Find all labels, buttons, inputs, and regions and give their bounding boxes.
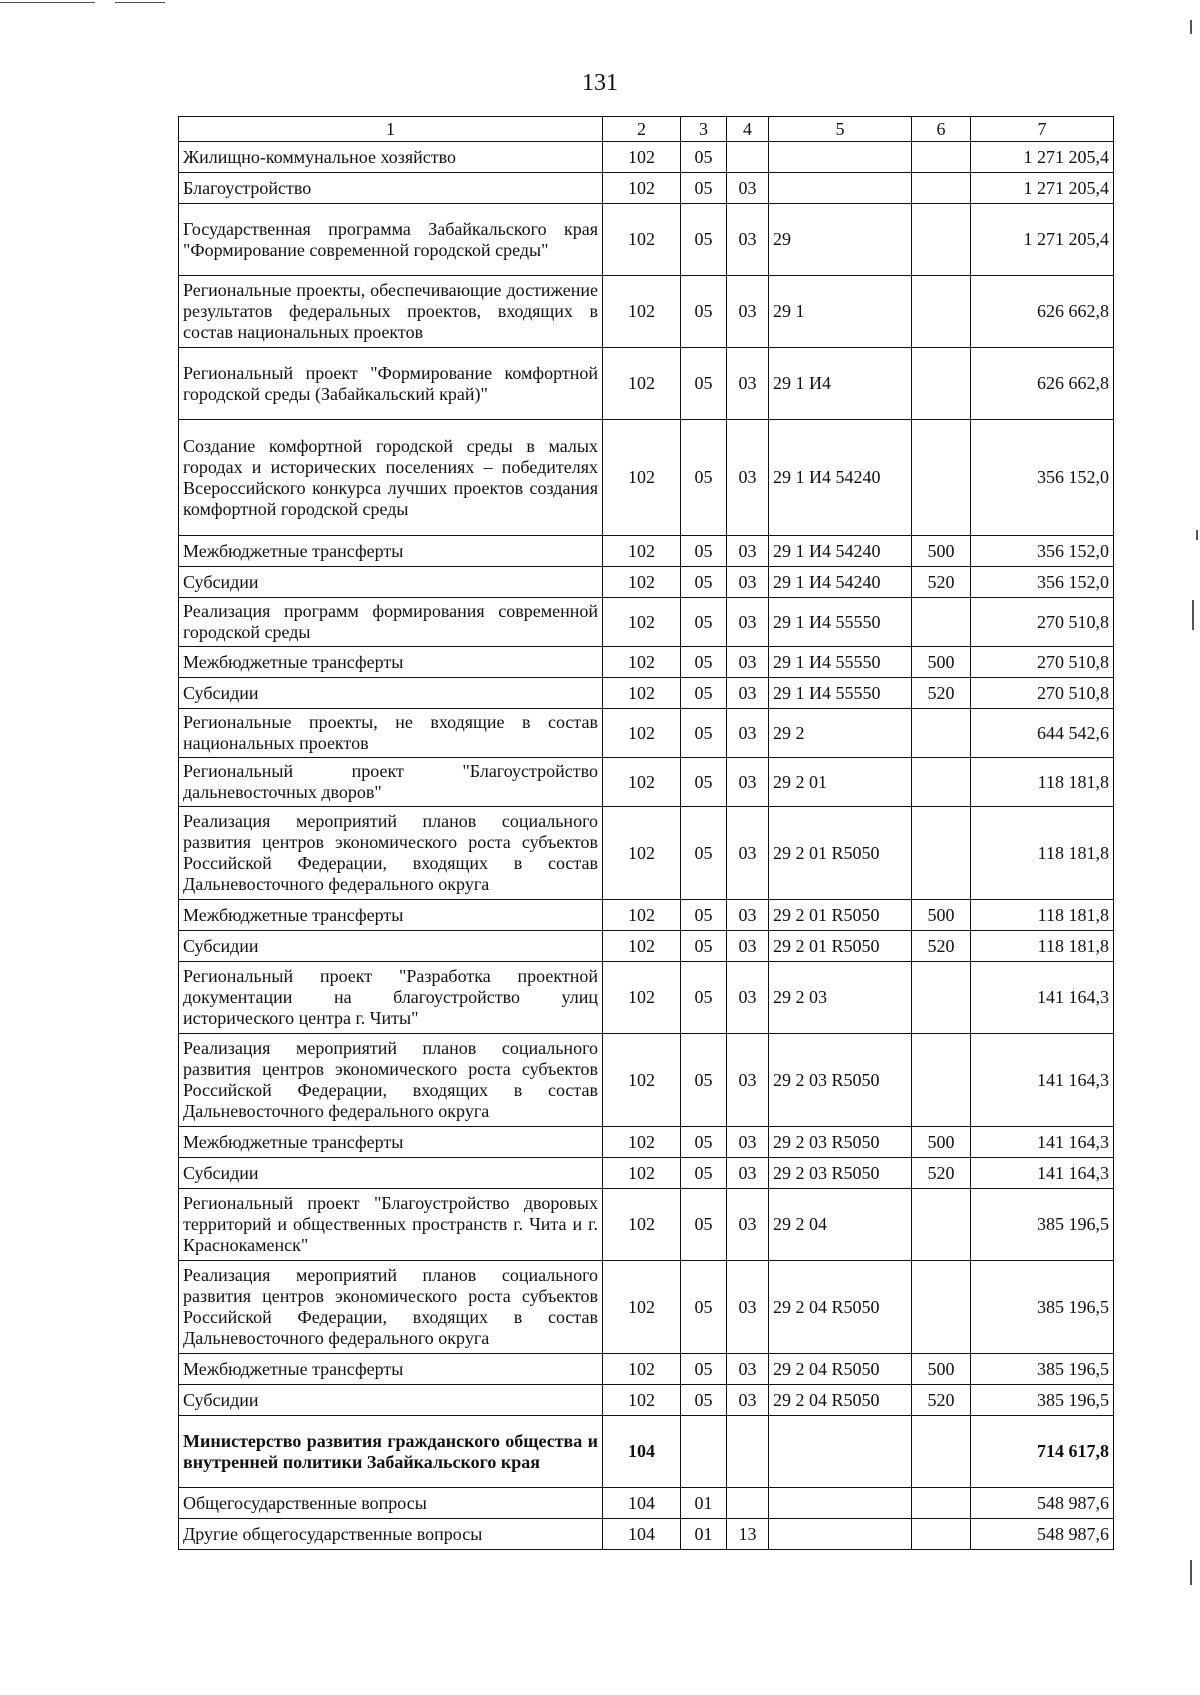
header-col-2: 2	[603, 117, 681, 142]
row-code-subchapter-cell: 03	[727, 204, 769, 276]
row-code-subchapter-cell: 03	[727, 1034, 769, 1127]
row-name-cell: Региональный проект "Благоустройство дальневосточных дворов"	[179, 758, 603, 807]
scan-artifact-mark	[1192, 600, 1194, 630]
row-amount-cell: 141 164,3	[971, 1034, 1114, 1127]
row-expense-type-cell	[912, 276, 971, 348]
row-target-article-cell: 29 1 И4	[769, 348, 912, 420]
row-code-subchapter-cell	[727, 1488, 769, 1519]
row-expense-type-cell	[912, 598, 971, 647]
table-row	[179, 1158, 1114, 1189]
row-code-section-cell: 102	[603, 598, 681, 647]
row-name-cell: Субсидии	[179, 678, 603, 709]
row-name-cell: Региональный проект "Разработка проектной документации на благоустройство улиц исторического центра г. Читы"	[179, 962, 603, 1034]
row-target-article-cell	[769, 1488, 912, 1519]
row-target-article-cell: 29 2 03 R5050	[769, 1127, 912, 1158]
row-code-section-cell: 102	[603, 709, 681, 758]
row-code-subchapter-cell: 03	[727, 567, 769, 598]
row-code-section-cell: 104	[603, 1488, 681, 1519]
row-amount-cell: 548 987,6	[971, 1488, 1114, 1519]
row-amount-cell: 548 987,6	[971, 1519, 1114, 1550]
row-code-subchapter-cell: 13	[727, 1519, 769, 1550]
table-row	[179, 1385, 1114, 1416]
row-amount-cell: 385 196,5	[971, 1354, 1114, 1385]
row-code-section-cell: 102	[603, 931, 681, 962]
row-code-chapter-cell: 05	[681, 567, 727, 598]
table-row	[179, 931, 1114, 962]
row-amount-cell: 714 617,8	[971, 1416, 1114, 1488]
row-code-section-cell: 102	[603, 678, 681, 709]
row-expense-type-cell: 500	[912, 900, 971, 931]
row-name-cell: Общегосударственные вопросы	[179, 1488, 603, 1519]
row-code-subchapter-cell: 03	[727, 962, 769, 1034]
row-code-chapter-cell: 05	[681, 598, 727, 647]
row-target-article-cell: 29 1 И4 54240	[769, 420, 912, 536]
row-target-article-cell: 29 1 И4 55550	[769, 647, 912, 678]
row-code-section-cell: 102	[603, 1158, 681, 1189]
row-code-chapter-cell: 01	[681, 1488, 727, 1519]
row-expense-type-cell: 520	[912, 1385, 971, 1416]
row-amount-cell: 385 196,5	[971, 1385, 1114, 1416]
row-expense-type-cell	[912, 204, 971, 276]
row-name-cell: Региональные проекты, обеспечивающие достижение результатов федеральных проектов, входящих в состав национальных проектов	[179, 276, 603, 348]
row-code-chapter-cell: 05	[681, 204, 727, 276]
row-expense-type-cell	[912, 348, 971, 420]
row-code-chapter-cell: 05	[681, 647, 727, 678]
table-row	[179, 1354, 1114, 1385]
row-code-subchapter-cell: 03	[727, 647, 769, 678]
row-code-subchapter-cell: 03	[727, 807, 769, 900]
row-code-section-cell: 102	[603, 1261, 681, 1354]
row-code-chapter-cell: 05	[681, 931, 727, 962]
row-code-section-cell: 102	[603, 204, 681, 276]
table-header-row	[179, 117, 1114, 142]
table-row	[179, 567, 1114, 598]
row-code-section-cell: 102	[603, 962, 681, 1034]
header-col-4: 4	[727, 117, 769, 142]
table-row	[179, 204, 1114, 276]
table-row	[179, 1034, 1114, 1127]
row-code-chapter-cell: 05	[681, 1354, 727, 1385]
row-expense-type-cell: 520	[912, 931, 971, 962]
row-code-subchapter-cell: 03	[727, 348, 769, 420]
row-expense-type-cell: 520	[912, 567, 971, 598]
row-code-chapter-cell: 05	[681, 900, 727, 931]
row-amount-cell: 141 164,3	[971, 1127, 1114, 1158]
table-row	[179, 900, 1114, 931]
table-row	[179, 598, 1114, 647]
row-target-article-cell: 29 1 И4 54240	[769, 536, 912, 567]
row-code-section-cell: 102	[603, 807, 681, 900]
row-target-article-cell: 29 2 04 R5050	[769, 1354, 912, 1385]
row-code-section-cell: 102	[603, 173, 681, 204]
table-row	[179, 173, 1114, 204]
row-code-section-cell: 102	[603, 348, 681, 420]
row-name-cell: Субсидии	[179, 931, 603, 962]
row-name-cell: Реализация программ формирования современной городской среды	[179, 598, 603, 647]
row-code-chapter-cell: 05	[681, 678, 727, 709]
row-code-subchapter-cell: 03	[727, 276, 769, 348]
row-code-chapter-cell: 05	[681, 276, 727, 348]
row-code-chapter-cell: 05	[681, 807, 727, 900]
row-code-section-cell: 102	[603, 758, 681, 807]
table-row	[179, 1127, 1114, 1158]
row-code-section-cell: 102	[603, 1189, 681, 1261]
row-code-chapter-cell: 05	[681, 420, 727, 536]
table-row	[179, 536, 1114, 567]
row-code-section-cell: 102	[603, 1034, 681, 1127]
row-target-article-cell: 29 1 И4 55550	[769, 598, 912, 647]
row-code-subchapter-cell: 03	[727, 598, 769, 647]
table-row	[179, 1261, 1114, 1354]
row-name-cell: Реализация мероприятий планов социального развития центров экономического роста субъектов Российской Федерации, входящих в состав Дальневосточного федерального округа	[179, 1261, 603, 1354]
table-row	[179, 348, 1114, 420]
scan-artifact-mark	[1190, 20, 1192, 34]
scan-artifact-mark	[1196, 530, 1198, 540]
row-expense-type-cell	[912, 1416, 971, 1488]
row-code-subchapter-cell: 03	[727, 1261, 769, 1354]
header-col-7: 7	[971, 117, 1114, 142]
row-amount-cell: 626 662,8	[971, 348, 1114, 420]
row-expense-type-cell	[912, 962, 971, 1034]
row-target-article-cell: 29 2 01	[769, 758, 912, 807]
row-code-section-cell: 102	[603, 900, 681, 931]
row-target-article-cell	[769, 173, 912, 204]
row-code-section-cell: 102	[603, 420, 681, 536]
row-amount-cell: 270 510,8	[971, 598, 1114, 647]
table-body	[179, 142, 1114, 1550]
row-name-cell: Межбюджетные трансферты	[179, 1127, 603, 1158]
row-code-chapter-cell: 01	[681, 1519, 727, 1550]
row-code-subchapter-cell: 03	[727, 1189, 769, 1261]
row-code-chapter-cell: 05	[681, 709, 727, 758]
row-code-chapter-cell: 05	[681, 1261, 727, 1354]
row-target-article-cell	[769, 142, 912, 173]
row-amount-cell: 118 181,8	[971, 900, 1114, 931]
row-name-cell: Межбюджетные трансферты	[179, 647, 603, 678]
row-code-chapter-cell: 05	[681, 1189, 727, 1261]
row-code-subchapter-cell: 03	[727, 420, 769, 536]
row-amount-cell: 385 196,5	[971, 1189, 1114, 1261]
table-row	[179, 1488, 1114, 1519]
row-target-article-cell: 29 1 И4 55550	[769, 678, 912, 709]
row-amount-cell: 118 181,8	[971, 758, 1114, 807]
row-amount-cell: 141 164,3	[971, 962, 1114, 1034]
row-amount-cell: 270 510,8	[971, 678, 1114, 709]
row-amount-cell: 626 662,8	[971, 276, 1114, 348]
row-code-chapter-cell: 05	[681, 962, 727, 1034]
row-name-cell: Региональный проект "Формирование комфортной городской среды (Забайкальский край)"	[179, 348, 603, 420]
row-code-chapter-cell: 05	[681, 536, 727, 567]
table-row	[179, 1519, 1114, 1550]
row-target-article-cell	[769, 1519, 912, 1550]
row-code-subchapter-cell: 03	[727, 1127, 769, 1158]
row-code-section-cell: 104	[603, 1416, 681, 1488]
row-code-subchapter-cell: 03	[727, 758, 769, 807]
row-code-chapter-cell: 05	[681, 1385, 727, 1416]
row-code-subchapter-cell: 03	[727, 931, 769, 962]
table-row	[179, 647, 1114, 678]
row-expense-type-cell	[912, 142, 971, 173]
row-code-section-cell: 102	[603, 142, 681, 173]
row-code-subchapter-cell: 03	[727, 678, 769, 709]
row-code-section-cell: 102	[603, 536, 681, 567]
row-expense-type-cell	[912, 173, 971, 204]
row-target-article-cell: 29 2 04 R5050	[769, 1261, 912, 1354]
row-name-cell: Субсидии	[179, 567, 603, 598]
row-target-article-cell: 29 2 01 R5050	[769, 807, 912, 900]
row-name-cell: Региональный проект "Благоустройство дворовых территорий и общественных пространств г. Чита и г. Краснокаменск"	[179, 1189, 603, 1261]
row-name-cell: Межбюджетные трансферты	[179, 536, 603, 567]
table-row	[179, 1416, 1114, 1488]
row-expense-type-cell	[912, 1519, 971, 1550]
page-number: 131	[582, 70, 618, 96]
table-row	[179, 276, 1114, 348]
row-target-article-cell: 29 2	[769, 709, 912, 758]
header-col-5: 5	[769, 117, 912, 142]
row-amount-cell: 1 271 205,4	[971, 173, 1114, 204]
row-expense-type-cell	[912, 1488, 971, 1519]
row-code-chapter-cell: 05	[681, 758, 727, 807]
row-name-cell: Реализация мероприятий планов социального развития центров экономического роста субъектов Российской Федерации, входящих в состав Дальневосточного федерального округа	[179, 1034, 603, 1127]
row-code-subchapter-cell	[727, 142, 769, 173]
row-code-section-cell: 102	[603, 1385, 681, 1416]
table-row	[179, 807, 1114, 900]
row-amount-cell: 118 181,8	[971, 931, 1114, 962]
row-code-section-cell: 102	[603, 1127, 681, 1158]
row-code-subchapter-cell	[727, 1416, 769, 1488]
row-code-section-cell: 104	[603, 1519, 681, 1550]
row-code-subchapter-cell: 03	[727, 900, 769, 931]
row-name-cell: Другие общегосударственные вопросы	[179, 1519, 603, 1550]
row-expense-type-cell	[912, 758, 971, 807]
row-target-article-cell: 29 2 04 R5050	[769, 1385, 912, 1416]
row-code-subchapter-cell: 03	[727, 536, 769, 567]
row-code-chapter-cell: 05	[681, 142, 727, 173]
row-expense-type-cell: 500	[912, 1127, 971, 1158]
row-target-article-cell: 29 1	[769, 276, 912, 348]
row-name-cell: Региональные проекты, не входящие в состав национальных проектов	[179, 709, 603, 758]
row-name-cell: Межбюджетные трансферты	[179, 900, 603, 931]
header-col-6: 6	[912, 117, 971, 142]
header-col-3: 3	[681, 117, 727, 142]
row-code-chapter-cell: 05	[681, 1034, 727, 1127]
row-target-article-cell: 29 2 03	[769, 962, 912, 1034]
row-amount-cell: 1 271 205,4	[971, 142, 1114, 173]
row-code-section-cell: 102	[603, 647, 681, 678]
table-row	[179, 962, 1114, 1034]
row-expense-type-cell: 500	[912, 647, 971, 678]
row-amount-cell: 1 271 205,4	[971, 204, 1114, 276]
row-code-subchapter-cell: 03	[727, 1354, 769, 1385]
table-row	[179, 758, 1114, 807]
row-code-subchapter-cell: 03	[727, 709, 769, 758]
row-target-article-cell: 29 2 03 R5050	[769, 1158, 912, 1189]
row-target-article-cell	[769, 1416, 912, 1488]
scan-artifact-mark	[1190, 1560, 1192, 1585]
row-name-cell: Реализация мероприятий планов социального развития центров экономического роста субъектов Российской Федерации, входящих в состав Дальневосточного федерального округа	[179, 807, 603, 900]
row-target-article-cell: 29	[769, 204, 912, 276]
row-expense-type-cell	[912, 420, 971, 536]
row-target-article-cell: 29 2 04	[769, 1189, 912, 1261]
scan-artifact-line	[0, 2, 95, 3]
row-code-chapter-cell	[681, 1416, 727, 1488]
table-row	[179, 420, 1114, 536]
row-amount-cell: 644 542,6	[971, 709, 1114, 758]
row-expense-type-cell	[912, 1261, 971, 1354]
row-code-section-cell: 102	[603, 567, 681, 598]
row-amount-cell: 118 181,8	[971, 807, 1114, 900]
row-target-article-cell: 29 2 03 R5050	[769, 1034, 912, 1127]
row-code-section-cell: 102	[603, 1354, 681, 1385]
row-code-chapter-cell: 05	[681, 1158, 727, 1189]
row-expense-type-cell	[912, 1034, 971, 1127]
row-code-subchapter-cell: 03	[727, 173, 769, 204]
row-expense-type-cell: 500	[912, 1354, 971, 1385]
budget-table	[178, 116, 1114, 1550]
row-code-subchapter-cell: 03	[727, 1158, 769, 1189]
row-name-cell: Субсидии	[179, 1385, 603, 1416]
row-amount-cell: 356 152,0	[971, 420, 1114, 536]
table-row	[179, 709, 1114, 758]
row-target-article-cell: 29 2 01 R5050	[769, 900, 912, 931]
table-row	[179, 142, 1114, 173]
row-amount-cell: 141 164,3	[971, 1158, 1114, 1189]
row-code-chapter-cell: 05	[681, 173, 727, 204]
row-name-cell: Жилищно-коммунальное хозяйство	[179, 142, 603, 173]
row-name-cell: Благоустройство	[179, 173, 603, 204]
row-name-cell: Межбюджетные трансферты	[179, 1354, 603, 1385]
row-code-chapter-cell: 05	[681, 1127, 727, 1158]
row-target-article-cell: 29 1 И4 54240	[769, 567, 912, 598]
table-row	[179, 1189, 1114, 1261]
row-code-chapter-cell: 05	[681, 348, 727, 420]
row-code-subchapter-cell: 03	[727, 1385, 769, 1416]
row-amount-cell: 385 196,5	[971, 1261, 1114, 1354]
row-expense-type-cell	[912, 807, 971, 900]
row-expense-type-cell: 520	[912, 1158, 971, 1189]
row-amount-cell: 356 152,0	[971, 536, 1114, 567]
row-expense-type-cell: 520	[912, 678, 971, 709]
table-row	[179, 678, 1114, 709]
row-name-cell: Субсидии	[179, 1158, 603, 1189]
row-name-cell: Государственная программа Забайкальского края "Формирование современной городской среды"	[179, 204, 603, 276]
row-name-cell: Министерство развития гражданского общества и внутренней политики Забайкальского края	[179, 1416, 603, 1488]
row-expense-type-cell	[912, 1189, 971, 1261]
row-expense-type-cell	[912, 709, 971, 758]
scan-artifact-line	[115, 2, 165, 3]
row-name-cell: Создание комфортной городской среды в малых городах и исторических поселениях – победителях Всероссийского конкурса лучших проектов создания комфортной городской среды	[179, 420, 603, 536]
row-amount-cell: 270 510,8	[971, 647, 1114, 678]
header-col-1: 1	[179, 117, 603, 142]
row-target-article-cell: 29 2 01 R5050	[769, 931, 912, 962]
row-amount-cell: 356 152,0	[971, 567, 1114, 598]
row-code-section-cell: 102	[603, 276, 681, 348]
row-expense-type-cell: 500	[912, 536, 971, 567]
